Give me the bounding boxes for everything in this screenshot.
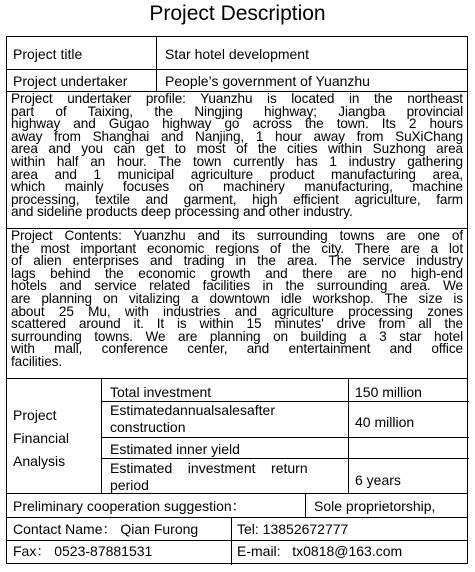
contact-name: Contact Name： Qian Furong	[13, 521, 199, 537]
cooperation-label: Preliminary cooperation suggestion：	[13, 498, 246, 514]
financial-label-line: Analysis	[13, 453, 66, 469]
paragraph-line: with mall, conference center, and entertainment and office	[11, 341, 463, 357]
project-title-label: Project title	[13, 46, 83, 62]
return-period-label-line1: Estimated investment return	[110, 460, 308, 476]
annual-sales-label-line2: construction	[110, 419, 186, 435]
column-divider	[101, 378, 102, 493]
paragraph-line: scattered around it. It is within 15 minutes' drive from all the	[11, 316, 463, 332]
row-divider	[7, 69, 467, 70]
column-divider	[305, 493, 306, 517]
paragraph-line: surrounding towns. We are planning on building a 3 star hotel	[11, 328, 463, 344]
contact-email: E-mail: tx0818@163.com	[237, 543, 403, 559]
paragraph-line: Project Contents: Yuanzhu and its surrounding towns are one of	[11, 228, 463, 243]
row-divider	[7, 378, 467, 379]
paragraph-line: part of Taixing, the Ningjing highway; Jiangba provincial	[11, 103, 463, 119]
total-investment-value: 150 million	[355, 384, 422, 400]
paragraph-line: about 25 Mu, with industries and agriculture processing zones	[11, 303, 463, 319]
paragraph-line: highway and Gugao highway go across the town. Its 2 hours	[11, 116, 463, 132]
financial-label-line: Project	[13, 407, 57, 423]
paragraph-line: facilities.	[11, 353, 63, 369]
project-title-value: Star hotel development	[165, 46, 309, 62]
project-contents-text	[11, 230, 463, 369]
paragraph-line: within half an hour. The town currently has 1 industry gathering	[11, 153, 463, 169]
paragraph-line: processing, textile and garment, high efficient agriculture, farm	[11, 191, 463, 207]
return-period-value: 6 years	[355, 472, 401, 488]
row-divider	[101, 437, 469, 438]
total-investment-label: Total investment	[110, 384, 212, 400]
paragraph-line: of alien enterprises and trading in the area. The service industry	[11, 253, 463, 269]
paragraph-line: which mainly focuses on machinery manufacturing, machine	[11, 179, 463, 195]
row-divider	[7, 493, 467, 494]
row-divider	[7, 517, 467, 518]
annual-sales-label-line1: Estimatedannualsalesafter	[110, 402, 275, 418]
column-divider	[231, 517, 232, 565]
contact-fax: Fax： 0523-87881531	[13, 543, 153, 559]
financial-label-line: Financial	[13, 430, 70, 446]
page-title: Project Description	[149, 2, 326, 25]
paragraph-line: the most important economic regions of the city. There are a lot	[11, 240, 463, 256]
paragraph-line: lags behind the economic growth and there are no high-end	[11, 265, 463, 281]
cooperation-value: Sole proprietorship,	[314, 498, 436, 514]
project-table	[6, 36, 468, 564]
annual-sales-value: 40 million	[355, 414, 415, 430]
contact-tel: Tel: 13852672777	[237, 521, 349, 537]
paragraph-line: and sideline products deep processing and other industry.	[11, 204, 353, 220]
paragraph-line: area and you can get to most of the cities within Suzhong area	[11, 141, 463, 157]
paragraph-line: hotels and service related facilities in the surrounding area. We	[11, 278, 463, 294]
paragraph-line: Project undertaker profile: Yuanzhu is located in the northeast	[11, 91, 463, 106]
column-divider	[156, 37, 157, 69]
undertaker-label: Project undertaker	[13, 73, 128, 89]
paragraph-line: are planning on vitalizing a downtown idle workshop. The size is	[11, 290, 463, 306]
paragraph-line: away from Shanghai and Nanjing, 1 hour away from SuXiChang	[11, 128, 463, 144]
undertaker-profile-text	[11, 93, 463, 219]
return-period-label-line2: period	[110, 477, 149, 493]
financial-analysis-label	[13, 404, 69, 473]
column-divider	[348, 378, 349, 493]
undertaker-value: People’s government of Yuanzhu	[165, 73, 370, 89]
paragraph-line: area and 1 municipal agriculture product manufacturing area,	[11, 166, 463, 182]
column-divider	[156, 69, 157, 91]
row-divider	[101, 458, 469, 459]
inner-yield-label: Estimated inner yield	[110, 441, 240, 457]
row-divider	[7, 540, 467, 541]
